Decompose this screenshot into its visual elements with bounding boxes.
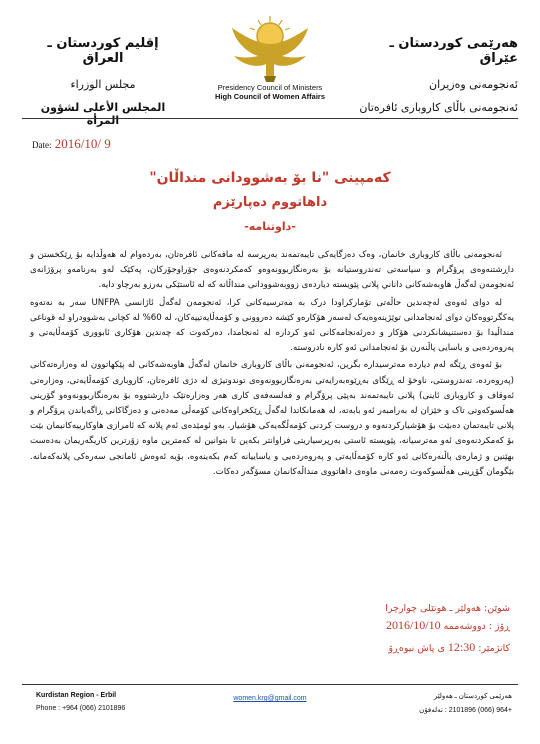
day-value: 2016/10/10 (385, 618, 441, 632)
time-value: 12:30 (447, 640, 476, 654)
document-date (32, 136, 111, 152)
header-divider (22, 118, 518, 119)
header-kurdish (348, 36, 518, 114)
footer-email-link[interactable]: women.krg@gmail.com (233, 695, 307, 702)
event-place (385, 603, 510, 614)
header-council-ku: ئەنجومەنی وەزیران (429, 78, 518, 91)
campaign-slogan: داهاتووم دەپارێزم (212, 195, 328, 210)
header-arabic (28, 36, 178, 127)
event-day (386, 618, 510, 633)
emblem-caption-line1: Presidency Council of Ministers (217, 83, 323, 92)
event-time (388, 640, 510, 655)
emblem-caption (190, 83, 350, 101)
header-council-ar: مجلس الوزراء (70, 78, 136, 91)
header-region-ar: إقليم كوردستان ـ العراق (47, 36, 159, 66)
invitation-heading: -داوتنامە- (244, 220, 296, 233)
place-label: شوێن: (484, 603, 510, 614)
footer-divider (22, 684, 518, 685)
footer-address-ku: هەرێمی کوردستان ـ هەولێر (433, 693, 512, 700)
footer-kurdish (419, 692, 512, 714)
paragraph-2: لە دوای ئەوەی لەچەندین حاڵەتی تۆمارکراودا درک بە مەترسیەکانی کرا، ئەنجومەن لەگەڵ ئاژانسی UNFPA سەر بە نەتەوە یەکگرتووەکان دوای ئەنجامدانی توێژینەوەیەک لەسەر هۆکارەو کێشە دەروونی و کۆمەڵایەتییەکان، لە 60% لە کچانی بەشوودراو لە قوناغی منداڵیدا بۆ دەستنیشانکردنی هۆکار و دەرئەنجامەکانی ئەو کردارە لە ئەنجامدا، دەرکەوت کە چەندین هۆکاری ئابووری کۆمەڵایەتی و پەروەردەیی و یاسایی پاڵنەرن بۆ ئەنجامدانی ئەو کارە نادروستە. (30, 297, 515, 354)
time-suffix: ی پاش نیوەڕۆ (388, 643, 445, 654)
header-high-council-ku: ئەنجومەنی باڵای کاروباری ئافرەتان (359, 101, 518, 114)
place-value: هەولێر ـ هوتێلی چوارچرا (385, 603, 482, 614)
footer-phone-en: Phone : +964 (066) 2101896 (36, 705, 126, 712)
header-region-ku: هەرێمی کوردستان ـ عێراق (389, 36, 518, 66)
kurdistan-emblem-icon (214, 14, 326, 84)
header-high-council-ar: المجلس الأعلى لشؤون المرأة (40, 101, 166, 127)
footer-address-en: Kurdistan Region - Erbil (36, 692, 117, 699)
time-label: کاتژمێر: (478, 643, 510, 654)
day-label: ڕۆژ : دووشەممە (443, 621, 510, 632)
paragraph-1: ئەنجومەنی باڵای کاروباری خانمان، وەک دەزگایەکی تایبەتمەند بەرپرسە لە مافەکانی ئافرەتان، بەردەوام لە هەوڵدایە بۆ ڕێکخستن و داڕشتنەوەی پرۆگرام و سیاسەتی تەندروستیانە بۆ بەرەنگاربوونەوەو کەمکردنەوەی جۆراوجۆرکان، پەکێک لەو بەرنامەو پرۆژانەی ئەنجومەن لەگەڵ هاوبەشەکانی داناني پلانی پێویستە دیاردەی زووبەشوودانی منداڵانە کە لە ئاستێکی بەرزو بەرچاو دایە. (30, 250, 514, 291)
paragraph-3: بۆ ئەوەی ڕێگە لەم دیاردە مەترسیدارە بگرین، ئەنجومەنی باڵای کاروباری خانمان لەگەڵ هاوبەشەکانی لە پێکهاتوون لە وەزارەتەکانی (پەروەردە، تەندروستی، ناوخۆ لە ڕێگای بەڕێوەبەرایەتی بەرەنگاربوونەوەی توندوتیژی لە دژی ئافرەتان، کاروباری کۆمەڵایەتی، وەزارەتی ئەوقاف و کاروباری ئاینی) پلانی تایبەتمەند بەپێی پرۆگرام و فەلسەفەی کاری هەر وەزارەتێک داڕشتووە بۆ بەرەنگاربوونەوەو گۆرینی هەڵسوکەوتی تاک و خێزان لە بەرامبەر ئەو بابەتە، لە هەمانکاتدا لەگەڵ ڕێکخراوەکانی کۆمەڵی مەدەنی و دەزگاکانی ڕاگەیاندن پرۆگرام و پلانی تایبەتمان دەبێت بۆ هۆشیارکردنەوە و دروست کردنی کۆمەڵگەیەکی هۆشیار. بەو ئومێدەی ئەم پلانە کە ئامرازی هاوکارییەکانیمان بێت بۆ کەمکردنەوەی ئەو مەترسیانە، پێویستە ئاستی بەرپرسیاریتی فراوانتر بکەین تا بتوانین لە کەمترین ماوە زۆرترین کاریگەریمان بەدەست بهێنین و ژمارەی پاڵنەرەکانی ئەو کارە کۆمەڵایەتی و پەروەردەیی و یاساییانە کەم بکەینەوە، بۆیە ئەوەش ئامانجی سەرەکی پلانەکەمانە. بێگومان گۆڕینی هەڵسوکەوت زەمەنی ماوەی داهاتووی منداڵەکانمان مسۆگەر دەکات. (30, 360, 514, 477)
emblem-caption-line2: High Council of Women Affairs (215, 92, 325, 101)
letter-body (30, 248, 514, 482)
campaign-title: کەمپینی "نا بۆ بەشوودانی منداڵان" (149, 170, 391, 186)
date-value: 2016/10/ 9 (54, 136, 111, 151)
date-label: Date: (32, 140, 52, 150)
footer-phone-ku: +964 (066) 2101896 : تەلەفۆن (419, 707, 512, 714)
